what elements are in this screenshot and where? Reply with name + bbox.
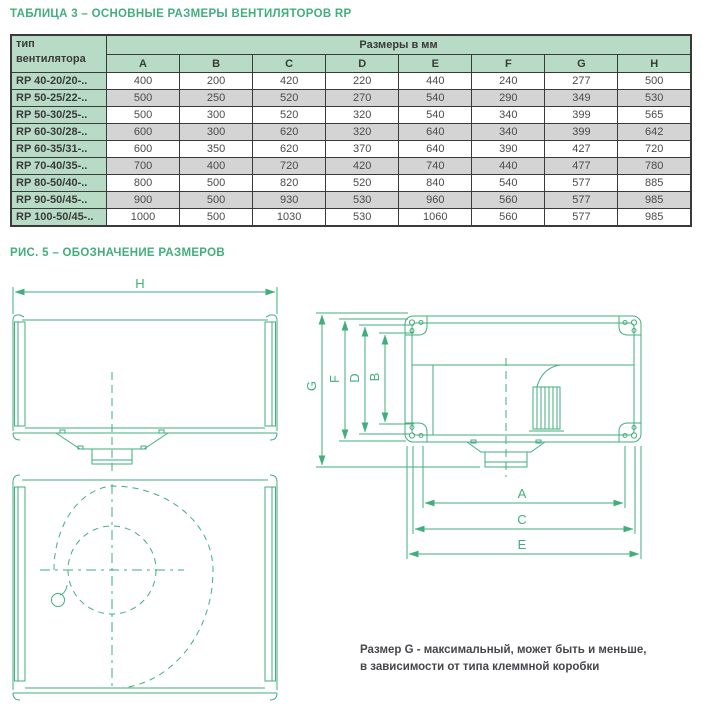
dim-cell: 500	[618, 73, 691, 90]
dim-cell: 540	[399, 107, 472, 124]
flange-curl-tl2	[13, 475, 20, 486]
dim-cell: 620	[253, 141, 326, 158]
table-title: ТАБЛИЦА 3 – ОСНОВНЫЕ РАЗМЕРЫ ВЕНТИЛЯТОРОВ RP	[10, 8, 352, 20]
dim-cell: 520	[326, 175, 399, 192]
row-label: RP 100-50/45-..	[11, 209, 107, 227]
dim-label-A: A	[517, 486, 527, 501]
flange-curl-br2	[270, 693, 277, 700]
dim-cell: 565	[618, 107, 691, 124]
dim-cell: 390	[472, 141, 545, 158]
dim-cell: 500	[107, 90, 180, 107]
corner-brackets	[405, 316, 641, 442]
dim-cell: 720	[253, 158, 326, 175]
motor	[529, 365, 564, 431]
dim-cell: 477	[545, 158, 618, 175]
dim-cell: 800	[107, 175, 180, 192]
dim-cell: 340	[472, 124, 545, 141]
dim-cell: 640	[399, 124, 472, 141]
dimension-H	[13, 287, 277, 314]
flange-curl-tr2	[270, 475, 277, 486]
dim-cell: 600	[107, 124, 180, 141]
dim-cell: 1030	[253, 209, 326, 227]
scroll-tail	[60, 585, 67, 595]
row-label: RP 50-25/22-..	[11, 90, 107, 107]
dim-cell: 540	[472, 175, 545, 192]
dim-cell: 500	[180, 209, 253, 227]
dim-cell: 960	[399, 192, 472, 209]
dim-cell: 200	[180, 73, 253, 90]
dim-cell: 885	[618, 175, 691, 192]
dim-cell: 642	[618, 124, 691, 141]
dim-cell: 440	[472, 158, 545, 175]
dim-cell: 370	[326, 141, 399, 158]
dim-cell: 530	[326, 192, 399, 209]
dim-cell: 930	[253, 192, 326, 209]
note-line-1: Размер G - максимальный, может быть и меньше,	[360, 644, 647, 656]
col-header-A: A	[107, 55, 180, 73]
table-row	[11, 73, 691, 90]
col-header-B: B	[180, 55, 253, 73]
dim-label-H: H	[135, 276, 145, 291]
dim-cell: 220	[326, 73, 399, 90]
group-header: Размеры в мм	[107, 35, 692, 55]
dim-cell: 399	[545, 124, 618, 141]
row-label: RP 60-35/31-..	[11, 141, 107, 158]
dim-cell: 277	[545, 73, 618, 90]
dim-cell: 500	[107, 107, 180, 124]
dim-cell: 840	[399, 175, 472, 192]
dim-label-E: E	[517, 537, 527, 552]
row-label: RP 80-50/40-..	[11, 175, 107, 192]
dim-cell: 1060	[399, 209, 472, 227]
dim-cell: 530	[326, 209, 399, 227]
dim-cell: 740	[399, 158, 472, 175]
table-row	[11, 107, 691, 124]
row-label: RP 90-50/45-..	[11, 192, 107, 209]
row-label: RP 40-20/20-..	[11, 73, 107, 90]
column-header-row	[11, 55, 691, 73]
dim-cell: 530	[618, 90, 691, 107]
dim-label-D: D	[347, 373, 362, 383]
dim-cell: 300	[180, 107, 253, 124]
figure-title: РИС. 5 – ОБОЗНАЧЕНИЕ РАЗМЕРОВ	[10, 247, 225, 259]
dim-label-C: C	[517, 512, 527, 527]
front-view	[13, 287, 277, 472]
dim-cell: 900	[107, 192, 180, 209]
dim-cell: 500	[180, 175, 253, 192]
section-view	[316, 313, 641, 559]
dim-cell: 400	[107, 73, 180, 90]
dim-cell: 540	[399, 90, 472, 107]
scroll-hook	[52, 594, 65, 607]
col-header-F: F	[472, 55, 545, 73]
dimension-B	[379, 333, 414, 424]
dim-label-B: B	[367, 372, 382, 382]
dim-cell: 290	[472, 90, 545, 107]
table-row	[11, 124, 691, 141]
table-row	[11, 209, 691, 227]
dim-cell: 340	[472, 107, 545, 124]
dim-cell: 320	[326, 107, 399, 124]
dim-cell: 520	[253, 107, 326, 124]
dim-cell: 560	[472, 209, 545, 227]
table-row	[11, 141, 691, 158]
figure-note	[360, 642, 690, 675]
dim-cell: 250	[180, 90, 253, 107]
col-header-E: E	[399, 55, 472, 73]
dim-cell: 240	[472, 73, 545, 90]
dim-cell: 349	[545, 90, 618, 107]
fan-dimensions-table	[10, 34, 692, 227]
dim-cell: 1000	[107, 209, 180, 227]
row-label: RP 70-40/35-..	[11, 158, 107, 175]
note-line-2: в зависимости от типа клеммной коробки	[360, 660, 600, 673]
dim-cell: 720	[618, 141, 691, 158]
col-header-H: H	[618, 55, 691, 73]
col-header-D: D	[326, 55, 399, 73]
dim-cell: 620	[253, 124, 326, 141]
dim-cell: 600	[107, 141, 180, 158]
dim-cell: 420	[326, 158, 399, 175]
dim-cell: 270	[326, 90, 399, 107]
dim-cell: 577	[545, 175, 618, 192]
row-label: RP 60-30/28-..	[11, 124, 107, 141]
dim-label-F: F	[327, 375, 342, 383]
dim-cell: 399	[545, 107, 618, 124]
dim-cell: 560	[472, 192, 545, 209]
table-body	[11, 73, 691, 227]
flange-curl-bl2	[13, 693, 20, 700]
dim-cell: 640	[399, 141, 472, 158]
col-header-C: C	[253, 55, 326, 73]
dim-cell: 320	[326, 124, 399, 141]
dim-cell: 520	[253, 90, 326, 107]
col-header-G: G	[545, 55, 618, 73]
scroll-spiral	[54, 486, 213, 688]
dim-cell: 700	[107, 158, 180, 175]
terminal-box-front	[56, 430, 168, 464]
dim-cell: 420	[253, 73, 326, 90]
corner-header: тип вентилятора	[11, 35, 107, 73]
dim-label-G: G	[304, 380, 319, 392]
flange-curl-bl	[13, 433, 20, 440]
row-label: RP 50-30/25-..	[11, 107, 107, 124]
dim-cell: 400	[180, 158, 253, 175]
plan-view	[13, 475, 277, 700]
dim-cell: 780	[618, 158, 691, 175]
dim-cell: 577	[545, 209, 618, 227]
dimension-G	[316, 313, 480, 467]
dim-cell: 427	[545, 141, 618, 158]
dim-cell: 440	[399, 73, 472, 90]
flange-curl-br	[270, 433, 277, 440]
table-row	[11, 158, 691, 175]
dim-cell: 350	[180, 141, 253, 158]
dim-cell: 300	[180, 124, 253, 141]
dim-cell: 500	[180, 192, 253, 209]
table-row	[11, 90, 691, 107]
table-row	[11, 175, 691, 192]
dim-cell: 985	[618, 209, 691, 227]
dim-cell: 985	[618, 192, 691, 209]
dim-cell: 577	[545, 192, 618, 209]
table-row	[11, 192, 691, 209]
dim-cell: 820	[253, 175, 326, 192]
